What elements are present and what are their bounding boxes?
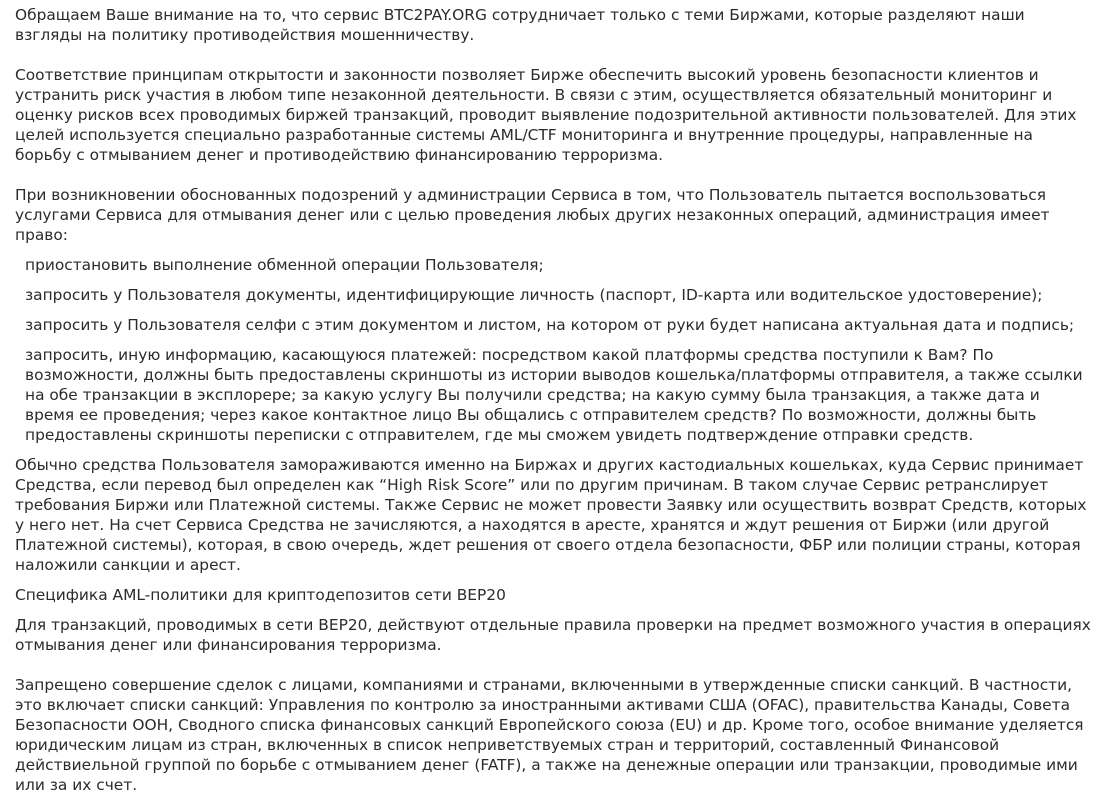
bep20-heading: Специфика AML-политики для криптодепозитов сети BEP20 [15,586,506,604]
compliance-paragraph: Соответствие принципам открытости и законности позволяет Бирже обеспечить высокий уровень безопасности клиентов и устранить риск участия в любом типе незаконной деятельности. В связи с этим, осуществляется обязательный мониторинг и оценку рисков всех проводимых биржей транзакций, проводит выявление подозрительной активности пользователей. Для этих целей используется специально разработанные системы AML/CTF мониторинга и внутренние процедуры, направленные на борьбу с отмыванием денег и противодействию финансированию терроризма. [15,66,1077,164]
suspicion-paragraph: При возникновении обоснованных подозрений у администрации Сервиса в том, что Пользователь пытается воспользоваться услугами Сервиса для отмывания денег или с целью проведения любых других незаконных операций, администрация имеет право: [15,186,1050,244]
list-item: приостановить выполнение обменной операции Пользователя; [25,256,544,274]
list-item: запросить у Пользователя селфи с этим документом и листом, на котором от руки будет написана актуальная дата и подпись; [25,316,1075,334]
intro-paragraph: Обращаем Ваше внимание на то, что сервис BTC2PAY.ORG сотрудничает только с теми Биржами, которые разделяют наши взгляды на политику противодействия мошенничеству. [15,6,1025,44]
list-item: запросить, иную информацию, касающуюся платежей: посредством какой платформы средства поступили к Вам? По возможности, должны быть предоставлены скриншоты из истории выводов кошелька/платформы отправителя, а также ссылки на обе транзакции в эксплорере; за какую услугу Вы получили средства; на какую сумму была транзакция, а также дата и время ее проведения; через какое контактное лицо Вы общались с отправителем средств? По возможности, должны быть предоставлены скриншоты переписки с отправителем, где мы сможем увидеть подтверждение отправки средств. [25,346,1083,444]
list-item: запросить у Пользователя документы, идентифицирующие личность (паспорт, ID-карта или водительское удостоверение); [25,286,1043,304]
admin-rights-list [15,255,1091,445]
frozen-funds-paragraph: Обычно средства Пользователя замораживаются именно на Биржах и других кастодиальных кошельках, куда Сервис принимает Средства, если перевод был определен как “High Risk Score” или по другим причинам. В таком случае Сервис ретранслирует требования Биржи или Платежной системы. Также Сервис не может провести Заявку или осуществить возврат Средств, которых у него нет. На счет Сервиса Средства не зачисляются, а находятся в аресте, хранятся и ждут решения от Биржи (или другой Платежной системы), которая, в свою очередь, ждет решения от своего отдела безопасности, ФБР или полиции страны, которая наложили санкции и арест. [15,456,1087,574]
sanctions-paragraph: Запрещено совершение сделок с лицами, компаниями и странами, включенными в утвержденные списки санкций. В частности, это включает списки санкций: Управления по контролю за иностранными активами США (OFAC), правительства Канады, Совета Безопасности ООН, Сводного списка финансовых санкций Европейского союза (EU) и др. Кроме того, особое внимание уделяется юридическим лицам из стран, включенных в список неприветствуемых стран и территорий, составленный Финансовой действиельной группой по борьбе с отмыванием денег (FATF), а также на денежные операции или транзакции, проводимые ими или за их счет. [15,676,1084,794]
bep20-rules-paragraph: Для транзакций, проводимых в сети BEP20, действуют отдельные правила проверки на предмет возможного участия в операциях отмывания денег или финансирования терроризма. [15,616,1091,654]
